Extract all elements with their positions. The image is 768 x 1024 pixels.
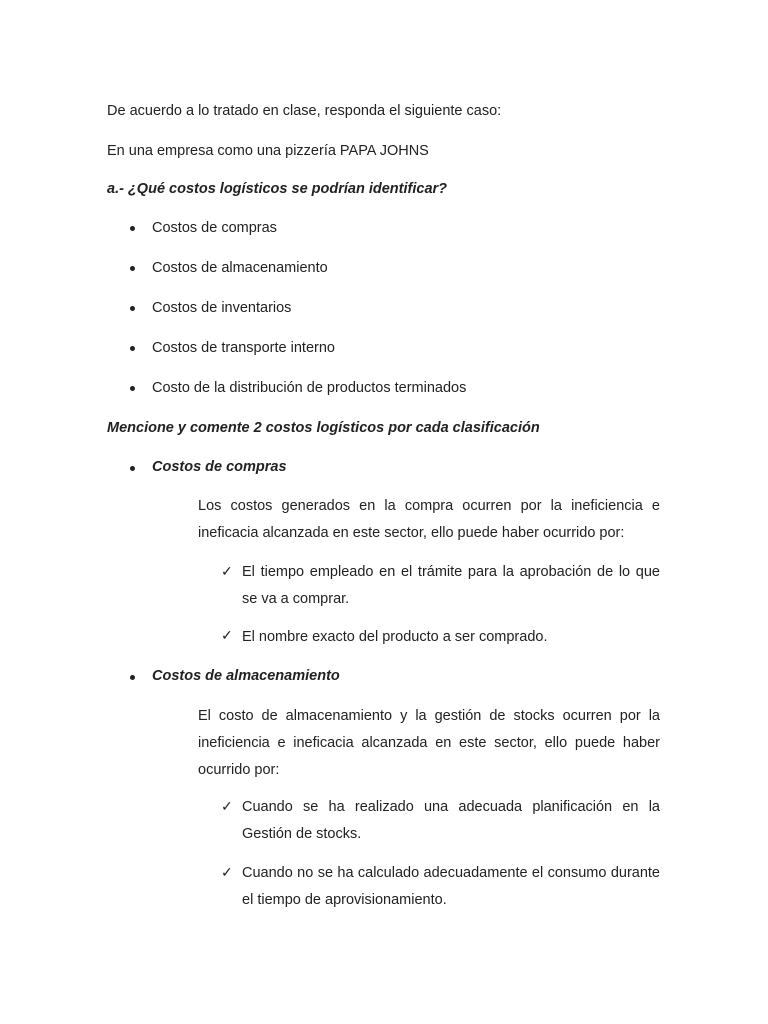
list-item: Costos de almacenamiento (152, 260, 328, 276)
bullet-dot-icon (130, 386, 135, 391)
list-item: Costos de transporte interno (152, 340, 335, 356)
bullet-dot-icon (130, 346, 135, 351)
list-item: Costos de inventarios (152, 300, 292, 316)
bullet-dot-icon (130, 466, 135, 471)
check-item: El nombre exacto del producto a ser comprado. (242, 629, 548, 645)
section-heading: Costos de almacenamiento (152, 668, 340, 684)
section-heading: Costos de compras (152, 459, 287, 475)
section-paragraph: Los costos generados en la compra ocurren por la ineficiencia e ineficacia alcanzada en este sector, ello puede haber ocurrido por: (198, 498, 660, 541)
check-mark-icon: ✓ (221, 563, 233, 579)
bullet-dot-icon (130, 306, 135, 311)
context-text: En una empresa como una pizzería PAPA JOHNS (107, 143, 429, 159)
intro-text: De acuerdo a lo tratado en clase, responda el siguiente caso: (107, 103, 502, 119)
bullet-dot-icon (130, 266, 135, 271)
section-paragraph: El costo de almacenamiento y la gestión de stocks ocurren por la ineficiencia e ineficacia alcanzada en este sector, ello puede haber ocurrido por: (198, 708, 660, 778)
check-mark-icon: ✓ (221, 798, 233, 814)
list-item: Costo de la distribución de productos terminados (152, 380, 467, 396)
check-mark-icon: ✓ (221, 627, 233, 643)
check-item: Cuando no se ha calculado adecuadamente el consumo durante el tiempo de aprovisionamiento. (242, 865, 660, 908)
list-item: Costos de compras (152, 220, 277, 236)
question-b-heading: Mencione y comente 2 costos logísticos por cada clasificación (107, 420, 540, 436)
bullet-dot-icon (130, 226, 135, 231)
check-item: El tiempo empleado en el trámite para la aprobación de lo que se va a comprar. (242, 564, 660, 607)
check-mark-icon: ✓ (221, 864, 233, 880)
check-item: Cuando se ha realizado una adecuada planificación en la Gestión de stocks. (242, 799, 660, 842)
question-a-heading: a.- ¿Qué costos logísticos se podrían identificar? (107, 181, 448, 197)
bullet-dot-icon (130, 675, 135, 680)
